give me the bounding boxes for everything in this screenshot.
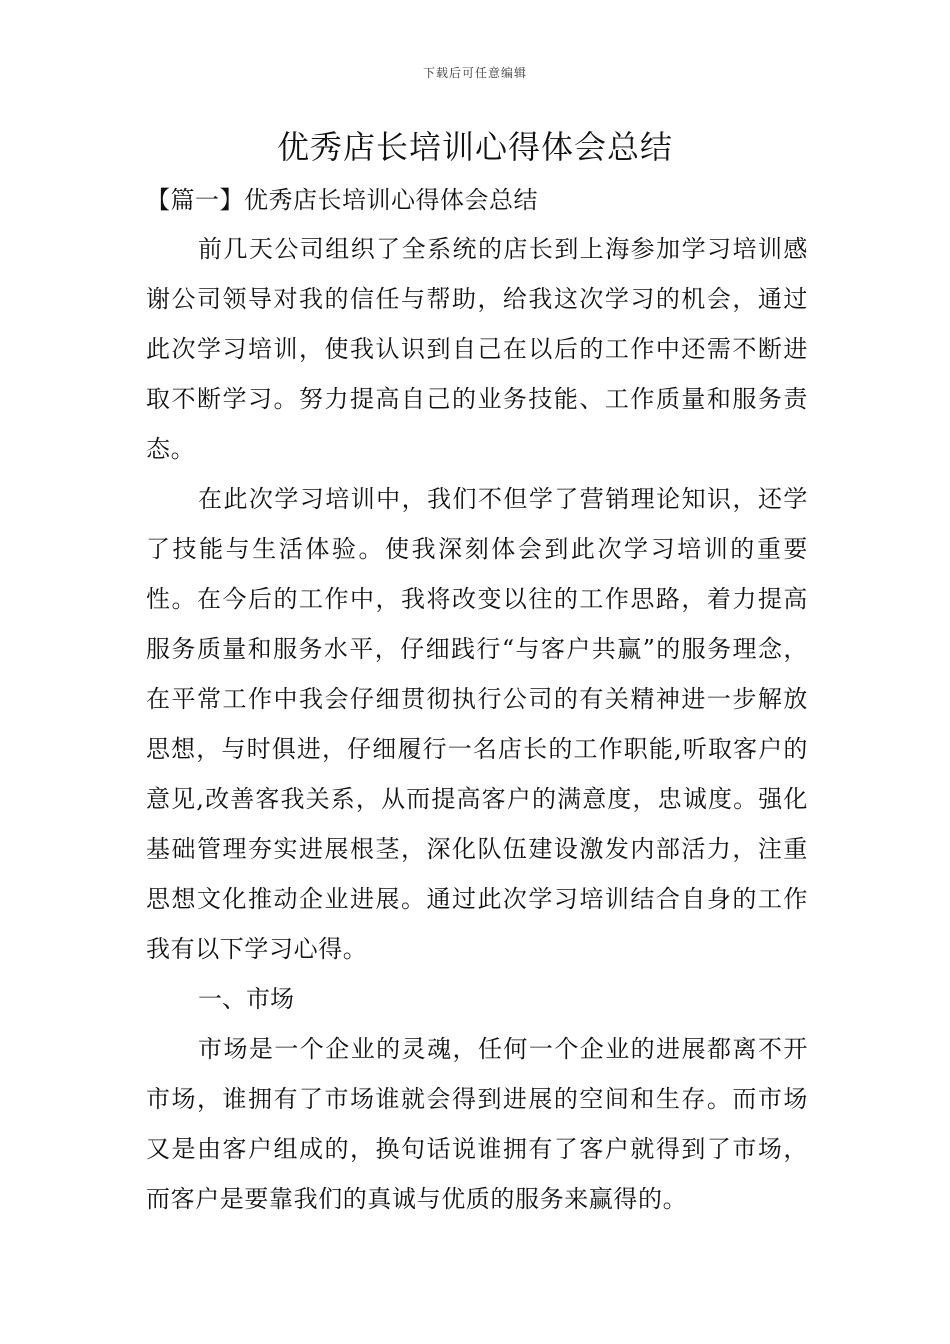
header-note: 下载后可任意编辑 <box>422 66 527 80</box>
document-title: 优秀店长培训心得体会总结 <box>276 128 673 166</box>
section-heading: 【篇一】优秀店长培训心得体会总结 <box>146 186 538 214</box>
subheading-market: 一、市场 <box>198 985 294 1013</box>
paragraph-training: 在此次学习培训中，我们不但学了营销理论知识，还学了技能与生活体验。使我深刻体会到此次学习培训的重要性。在今后的工作中，我将改变以往的工作思路，着力提高服务质量和服务水平，仔细践行“与客户共赢”的服务理念，在平常工作中我会仔细贯彻执行公司的有关精神进一步解放思想，与时俱进，仔细履行一名店长的工作职能,听取客户的意见,改善客我关系，从而提高客户的满意度，忠诚度。强化基础管理夯实进展根茎，深化队伍建设激发内部活力，注重思想文化推动企业进展。通过此次学习培训结合自身的工作我有以下学习心得。 <box>146 485 808 963</box>
paragraph-intro: 前几天公司组织了全系统的店长到上海参加学习培训感谢公司领导对我的信任与帮助，给我这次学习的机会，通过此次学习培训，使我认识到自己在以后的工作中还需不断进取不断学习。努力提高自己的业务技能、工作质量和服务责态。 <box>146 235 808 463</box>
document-body <box>146 224 808 1224</box>
paragraph-market: 市场是一个企业的灵魂，任何一个企业的进展都离不开市场，谁拥有了市场谁就会得到进展的空间和生存。而市场又是由客户组成的，换句话说谁拥有了客户就得到了市场，而客户是要靠我们的真诚与优质的服务来赢得的。 <box>146 1035 808 1213</box>
